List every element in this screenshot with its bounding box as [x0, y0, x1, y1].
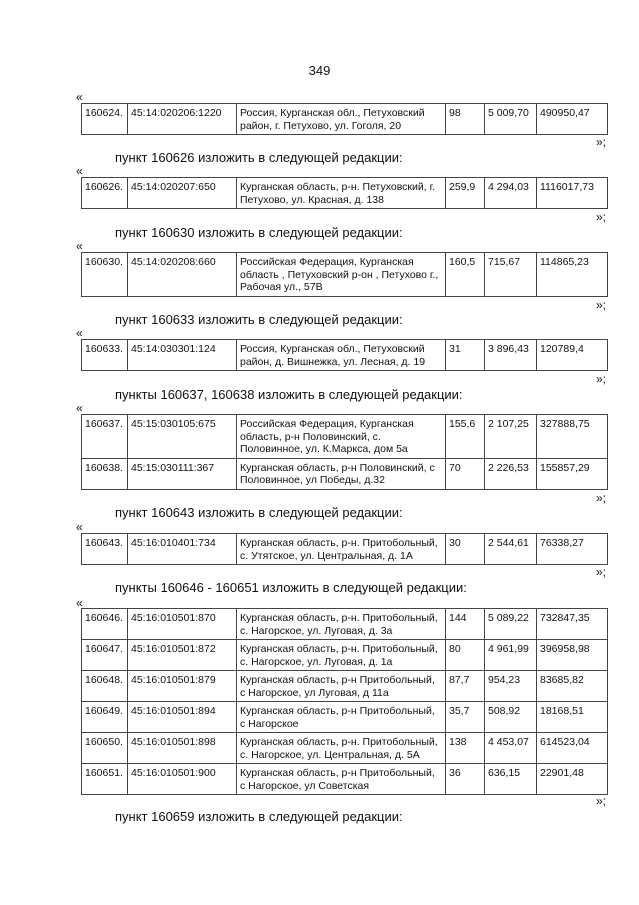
cadastral-value: 1116017,73: [537, 178, 608, 209]
open-quote: «: [76, 596, 83, 610]
instruction-text: пункт 160659 изложить в следующей редакции:: [115, 809, 403, 824]
open-quote: «: [76, 520, 83, 534]
area: 30: [446, 534, 485, 565]
address: Российская Федерация, Курганская область , Петуховский р-он , Петухово г., Рабочая ул., 57В: [237, 253, 446, 297]
table-row: [82, 671, 608, 702]
item-number: 160648.: [82, 671, 128, 702]
price-per-unit: 636,15: [485, 764, 537, 795]
instruction-text: пункт 160630 изложить в следующей редакции:: [115, 225, 403, 240]
cadastral-number: 45:14:020206:1220: [128, 104, 237, 135]
area: 259,9: [446, 178, 485, 209]
price-per-unit: 3 896,43: [485, 340, 537, 371]
price-per-unit: 508,92: [485, 702, 537, 733]
area: 70: [446, 458, 485, 489]
table-row: [82, 764, 608, 795]
cadastral-number: 45:15:030105:675: [128, 415, 237, 459]
cadastral-number: 45:14:020207:650: [128, 178, 237, 209]
cadastral-value: 614523,04: [537, 733, 608, 764]
cadastral-number: 45:16:010501:900: [128, 764, 237, 795]
cadastral-value: 18168,51: [537, 702, 608, 733]
cadastral-value: 76338,27: [537, 534, 608, 565]
instruction-text: пункт 160626 изложить в следующей редакции:: [115, 150, 403, 165]
area: 144: [446, 609, 485, 640]
open-quote: «: [76, 401, 83, 415]
close-quote: »;: [596, 372, 607, 386]
table-row: [82, 415, 608, 459]
item-number: 160638.: [82, 458, 128, 489]
price-per-unit: 5 009,70: [485, 104, 537, 135]
cadastral-number: 45:16:010501:894: [128, 702, 237, 733]
address: Курганская область, р-н. Притобольный, с. Нагорское, ул. Луговая, д. 3а: [237, 609, 446, 640]
area: 31: [446, 340, 485, 371]
cadastral-number: 45:14:020208:660: [128, 253, 237, 297]
item-number: 160633.: [82, 340, 128, 371]
address: Курганская область, р-н Половинский, с Половинное, ул Победы, д.32: [237, 458, 446, 489]
item-number: 160651.: [82, 764, 128, 795]
address: Курганская область, р-н. Притобольный, с. Нагорское, ул. Луговая, д. 1а: [237, 640, 446, 671]
item-number: 160650.: [82, 733, 128, 764]
table-row: [82, 178, 608, 209]
area: 138: [446, 733, 485, 764]
table-row: [82, 253, 608, 297]
item-number: 160624.: [82, 104, 128, 135]
table-row: [82, 640, 608, 671]
area: 87,7: [446, 671, 485, 702]
table-row: [82, 458, 608, 489]
table-row: [82, 340, 608, 371]
register-table: [81, 414, 608, 490]
table-row: [82, 733, 608, 764]
item-number: 160626.: [82, 178, 128, 209]
price-per-unit: 4 453,07: [485, 733, 537, 764]
price-per-unit: 5 089,22: [485, 609, 537, 640]
price-per-unit: 715,67: [485, 253, 537, 297]
area: 155,6: [446, 415, 485, 459]
address: Российская Федерация, Курганская область, р-н Половинский, с. Половинное, ул. К.Маркса, дом 5а: [237, 415, 446, 459]
cadastral-number: 45:16:010401:734: [128, 534, 237, 565]
close-quote: »;: [596, 794, 607, 808]
area: 80: [446, 640, 485, 671]
area: 98: [446, 104, 485, 135]
instruction-text: пункт 160643 изложить в следующей редакции:: [115, 505, 403, 520]
register-table: [81, 177, 608, 209]
address: Курганская область, р-н Притобольный, с Нагорское, ул Луговая, д 11а: [237, 671, 446, 702]
item-number: 160643.: [82, 534, 128, 565]
close-quote: »;: [596, 565, 607, 579]
address: Курганская область, р-н Притобольный, с Нагорское, ул Советская: [237, 764, 446, 795]
address: Россия, Курганская обл., Петуховский район, д. Вишнежка, ул. Лесная, д. 19: [237, 340, 446, 371]
open-quote: «: [76, 164, 83, 178]
instruction-text: пункт 160633 изложить в следующей редакции:: [115, 312, 403, 327]
open-quote: «: [76, 326, 83, 340]
area: 160,5: [446, 253, 485, 297]
cadastral-number: 45:16:010501:872: [128, 640, 237, 671]
page-number: 349: [308, 63, 331, 78]
price-per-unit: 954,23: [485, 671, 537, 702]
item-number: 160646.: [82, 609, 128, 640]
table-row: [82, 702, 608, 733]
cadastral-value: 83685,82: [537, 671, 608, 702]
cadastral-number: 45:15:030111:367: [128, 458, 237, 489]
price-per-unit: 2 107,25: [485, 415, 537, 459]
open-quote: «: [76, 239, 83, 253]
close-quote: »;: [596, 135, 607, 149]
area: 35,7: [446, 702, 485, 733]
price-per-unit: 2 544,61: [485, 534, 537, 565]
register-table: [81, 533, 608, 565]
area: 36: [446, 764, 485, 795]
address: Курганская область, р-н. Притобольный, с. Утятское, ул. Центральная, д. 1А: [237, 534, 446, 565]
register-table: [81, 252, 608, 297]
close-quote: »;: [596, 491, 607, 505]
cadastral-value: 120789,4: [537, 340, 608, 371]
cadastral-number: 45:16:010501:898: [128, 733, 237, 764]
price-per-unit: 2 226,53: [485, 458, 537, 489]
instruction-text: пункты 160637, 160638 изложить в следующей редакции:: [115, 387, 463, 402]
item-number: 160630.: [82, 253, 128, 297]
item-number: 160637.: [82, 415, 128, 459]
instruction-text: пункты 160646 - 160651 изложить в следующей редакции:: [115, 580, 467, 595]
cadastral-value: 396958,98: [537, 640, 608, 671]
cadastral-number: 45:16:010501:879: [128, 671, 237, 702]
cadastral-value: 732847,35: [537, 609, 608, 640]
cadastral-number: 45:16:010501:870: [128, 609, 237, 640]
cadastral-value: 155857,29: [537, 458, 608, 489]
cadastral-value: 327888,75: [537, 415, 608, 459]
item-number: 160647.: [82, 640, 128, 671]
item-number: 160649.: [82, 702, 128, 733]
register-table: [81, 608, 608, 795]
close-quote: »;: [596, 210, 607, 224]
table-row: [82, 534, 608, 565]
close-quote: »;: [596, 298, 607, 312]
register-table: [81, 339, 608, 371]
cadastral-value: 490950,47: [537, 104, 608, 135]
open-quote: «: [76, 90, 83, 104]
cadastral-value: 114865,23: [537, 253, 608, 297]
price-per-unit: 4 961,99: [485, 640, 537, 671]
address: Россия, Курганская обл., Петуховский район, г. Петухово, ул. Гоголя, 20: [237, 104, 446, 135]
cadastral-value: 22901,48: [537, 764, 608, 795]
cadastral-number: 45:14:030301:124: [128, 340, 237, 371]
address: Курганская область, р-н. Притобольный, с. Нагорское, ул. Центральная, д. 5А: [237, 733, 446, 764]
price-per-unit: 4 294,03: [485, 178, 537, 209]
register-table: [81, 103, 608, 135]
address: Курганская область, р-н. Петуховский, г. Петухово, ул. Красная, д. 138: [237, 178, 446, 209]
address: Курганская область, р-н Притобольный, с Нагорское: [237, 702, 446, 733]
table-row: [82, 609, 608, 640]
table-row: [82, 104, 608, 135]
